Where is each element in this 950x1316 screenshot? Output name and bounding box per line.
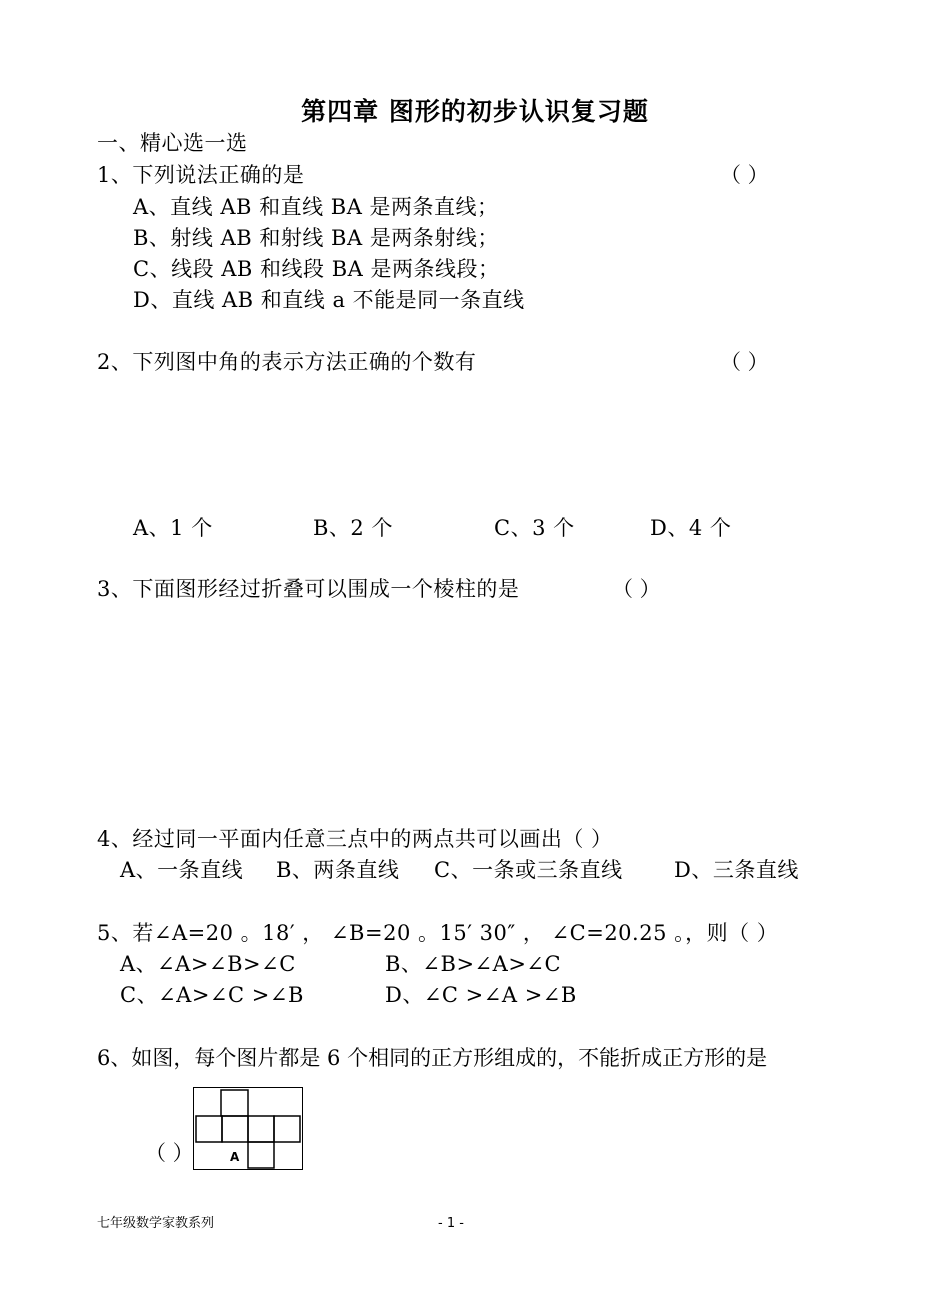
q3-answer-paren: （ ） bbox=[612, 577, 661, 601]
q1-answer-paren: （ ） bbox=[720, 163, 769, 187]
q6-stem: 6、如图，每个图片都是 6 个相同的正方形组成的，不能折成正方形的是 bbox=[97, 1046, 768, 1070]
section-heading: 一、精心选一选 bbox=[97, 131, 248, 155]
q4-option-b: B、两条直线 bbox=[276, 858, 400, 882]
q2-stem: 2、下列图中角的表示方法正确的个数有 bbox=[97, 350, 477, 374]
footer-series: 七年级数学家教系列 bbox=[97, 1216, 215, 1231]
q2-option-a: A、1 个 bbox=[133, 516, 213, 540]
q1-stem: 1、下列说法正确的是 bbox=[97, 163, 305, 187]
figure-label: A bbox=[230, 1150, 240, 1164]
q6-answer-paren: （ ） bbox=[145, 1141, 194, 1165]
net-square-bottom bbox=[248, 1142, 274, 1168]
net-square-row-4 bbox=[274, 1116, 300, 1142]
q2-answer-paren: （ ） bbox=[720, 350, 769, 374]
q5-option-b: B、∠B>∠A>∠C bbox=[385, 952, 562, 976]
q1-option-a: A、直线 AB 和直线 BA 是两条直线； bbox=[133, 195, 499, 219]
q5-stem: 5、若∠A=20 。18′ ， ∠B=20 。15′ 30″ ， ∠C=20.25 。，则（ ） bbox=[97, 921, 779, 945]
q4-stem: 4、经过同一平面内任意三点中的两点共可以画出（ ） bbox=[97, 827, 613, 851]
q5-option-d: D、∠C >∠A >∠B bbox=[385, 983, 577, 1007]
page-title: 第四章 图形的初步认识复习题 bbox=[301, 97, 649, 126]
q2-option-d: D、4 个 bbox=[650, 516, 732, 540]
q1-option-d: D、直线 AB 和直线 a 不能是同一条直线 bbox=[133, 288, 525, 312]
q4-option-a: A、一条直线 bbox=[120, 858, 244, 882]
q5-option-c: C、∠A>∠C >∠B bbox=[120, 983, 304, 1007]
q2-option-b: B、2 个 bbox=[313, 516, 393, 540]
q1-option-b: B、射线 AB 和射线 BA 是两条射线； bbox=[133, 226, 499, 250]
net-square-row-2 bbox=[222, 1116, 248, 1142]
page-number: - 1 - bbox=[438, 1216, 464, 1231]
q4-option-d: D、三条直线 bbox=[674, 858, 799, 882]
q3-stem: 3、下面图形经过折叠可以围成一个棱柱的是 bbox=[97, 577, 520, 601]
net-square-top bbox=[221, 1090, 248, 1116]
cube-net-figure-a bbox=[193, 1087, 305, 1173]
q1-option-c: C、线段 AB 和线段 BA 是两条线段； bbox=[133, 257, 500, 281]
q2-option-c: C、3 个 bbox=[494, 516, 575, 540]
q5-option-a: A、∠A>∠B>∠C bbox=[120, 952, 296, 976]
q4-option-c: C、一条或三条直线 bbox=[434, 858, 623, 882]
net-square-row-3 bbox=[248, 1116, 274, 1142]
net-square-row-1 bbox=[196, 1116, 222, 1142]
